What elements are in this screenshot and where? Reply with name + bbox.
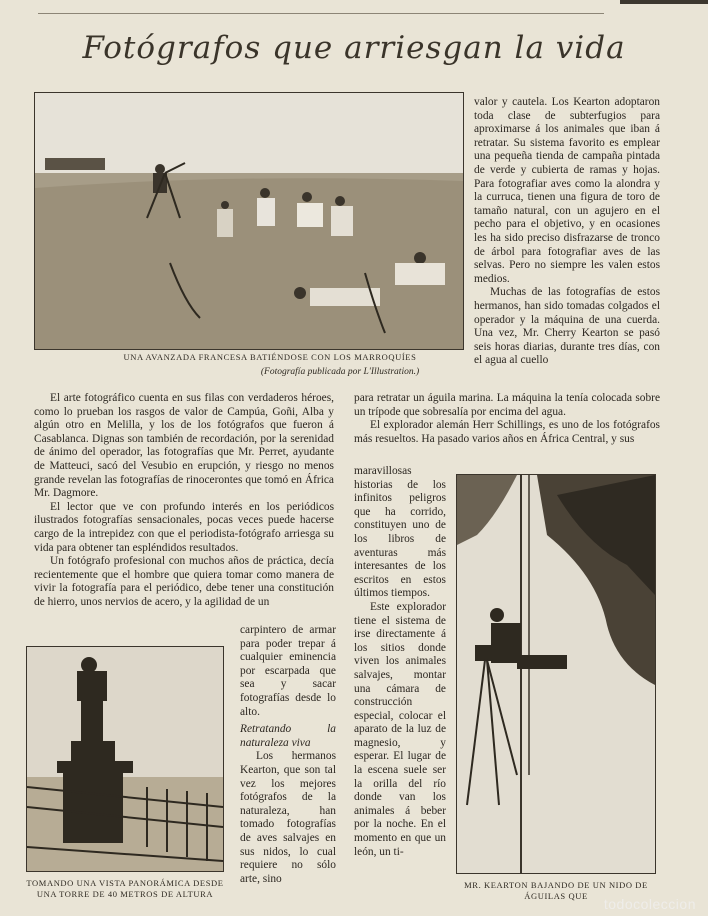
- paragraph: Un fotógrafo profesional con muchos años de práctica, decía recientemente que el hombre que quiera tomar como manera de vivir la fotografía para el periódico, debe tener una constitución de hierro, unos nervios de acero, y la agilidad de un: [34, 555, 334, 608]
- watermark: todocoleccion: [603, 896, 696, 912]
- paragraph: Muchas de las fotografías de estos hermanos, han sido tomadas colgados el operador y la máquina de una cuerda. Una vez, Mr. Cherry Kearton se pasó seis horas diarias, durante tres días, con el agua al cuello: [474, 286, 660, 367]
- paragraph: El arte fotográfico cuenta en sus filas con verdaderos héroes, como lo prueban los rasgos de valor de Campúa, Goñi, Alba y algún otro en Melilla, y los de los fotógrafos que fueron á Casablanca. Dignas son también de recordación, por la serenidad de ánimo del operador, las fotografías que Mr. Perret, ayudante de Matteuci, sacó del Vesubio en erupción, y riesgo no menos grande revelan las fotografías de rinocerontes que tomó en África Mr. Dagmore.: [34, 392, 334, 500]
- kearton-caption-line1: MR. KEARTON BAJANDO DE UN NIDO DE: [464, 880, 648, 890]
- paragraph: Este explorador tiene el sistema de irse directamente á los sitios donde viven los animales salvajes, montar una cámara de construcción especial, colocar el aparato de la luz de magnesio, y esperar. El lugar de la escena suele ser la orilla del río donde van los animales á beber por la noche. En el momento en que un león, un ti-: [354, 600, 446, 858]
- battle-photo: [34, 92, 464, 350]
- article-title: Fotógrafos que arriesgan la vida: [82, 30, 626, 66]
- tower-caption-line1: TOMANDO UNA VISTA PANORÁMICA DESDE: [26, 878, 224, 888]
- top-rule: [38, 13, 604, 14]
- paragraph: El lector que ve con profundo interés en los periódicos ilustrados fotografías sensacionales, pocas veces puede hacerse cargo de la intrepidez con que el periodista-fotógrafo arriesga su vida para obtener tan espléndidos resultados.: [34, 500, 334, 554]
- paragraph: Los hermanos Kearton, que son tal vez los mejores fotógrafos de la naturaleza, han tomado fotografías de aves salvajes en sus nidos, lo cual requiere no sólo arte, sino: [240, 750, 336, 885]
- column-left-narrow: [240, 624, 336, 886]
- column-left-main: [34, 392, 334, 610]
- column-wide-right: [354, 392, 660, 446]
- tower-photo: [26, 646, 224, 872]
- paragraph: valor y cautela. Los Kearton adoptaron toda clase de subterfugios para aproximarse á los animales que iban á retratar. Su sistema favorito es emplear una pequeña tienda de campaña pintada de verde y cubierta de ramas y hojas. Para fotografiar aves como la alondra y la curruca, tienen una figura de toro de tamaño natural, con un agujero en el pecho para el objetivo, y en ocasiones les ha sido preciso disfrazarse de tronco de árbol para fotografiar aves de las selvas. Pero no siempre les valen estos medios.: [474, 96, 660, 285]
- column-middle: [354, 465, 446, 859]
- column-right-top: [474, 96, 660, 368]
- paragraph: El explorador alemán Herr Schillings, es uno de los fotógrafos más resueltos. Ha pasado varios años en África Central, y sus: [354, 419, 660, 445]
- kearton-photo: [456, 474, 656, 874]
- kearton-caption-line2: ÁGUILAS QUE: [524, 891, 588, 901]
- battle-credit: (Fotografía publicada por L'Illustration.): [260, 367, 420, 377]
- battle-caption: UNA AVANZADA FRANCESA BATIÉNDOSE CON LOS MARROQUÍES: [123, 352, 417, 362]
- paragraph: para retratar un águila marina. La máquina la tenía colocada sobre un trípode que sobresalía por encima del agua.: [354, 392, 660, 418]
- tower-caption-line2: UNA TORRE DE 40 METROS DE ALTURA: [36, 889, 214, 899]
- paragraph: carpintero de armar para poder trepar á cualquier eminencia por escarpada que sea y sacar fotografías desde lo alto.: [240, 624, 336, 718]
- paragraph: maravillosas historias de los infinitos peligros que ha corrido, constituyen uno de los libros de aventuras más interesantes de los escritos en estos últimos tiempos.: [354, 465, 446, 600]
- subheading: Retratando la naturaleza viva: [240, 723, 336, 749]
- page-corner-mark: [620, 0, 708, 4]
